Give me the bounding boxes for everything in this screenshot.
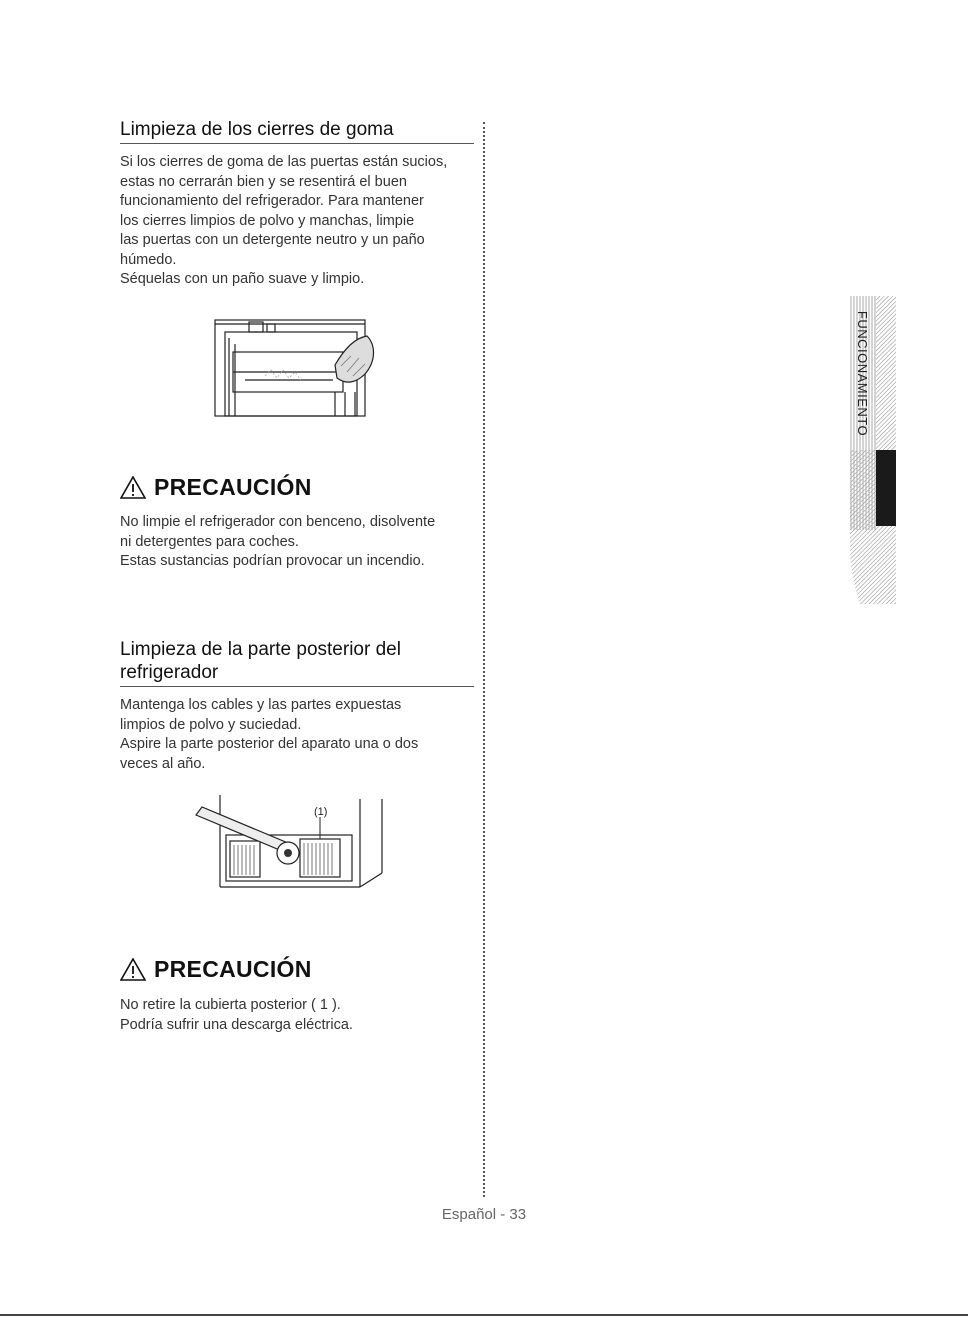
paragraph-line: limpios de polvo y suciedad. xyxy=(120,716,302,733)
paragraph-line: ni detergentes para coches. xyxy=(120,533,299,550)
warning-triangle-icon xyxy=(120,476,146,499)
caution-label: PRECAUCIÓN xyxy=(154,474,312,500)
caution-body xyxy=(120,996,474,1035)
page-number: Español - 33 xyxy=(441,1206,527,1223)
paragraph-line: Séquelas con un paño suave y limpio. xyxy=(120,271,365,287)
column-divider xyxy=(483,122,485,1197)
paragraph-line: los cierres limpios de polvo y manchas, limpie xyxy=(120,212,415,229)
paragraph-line xyxy=(120,996,474,1016)
paragraph-line: No limpie el refrigerador con benceno, disolvente xyxy=(120,514,436,530)
section-title xyxy=(120,638,474,687)
paragraph-line: funcionamiento del refrigerador. Para mantener xyxy=(120,193,424,209)
caution-heading xyxy=(120,956,312,983)
paragraph-line: Aspire la parte posterior del aparato una o dos xyxy=(120,736,419,752)
paragraph-line: húmedo. xyxy=(120,251,177,268)
paragraph-line: Si los cierres de goma de las puertas están sucios, xyxy=(120,154,448,170)
door-seal-cleaning-illustration xyxy=(205,310,385,418)
caution-heading xyxy=(120,474,312,501)
warning-triangle-icon xyxy=(120,958,146,981)
caution-text: No retire la cubierta posterior ( xyxy=(120,997,320,1013)
bottom-rule xyxy=(0,1314,968,1316)
chapter-tab-label: FUNCIONAMIENTO xyxy=(855,310,871,436)
paragraph-line: las puertas con un detergente neutro y un paño xyxy=(120,232,425,248)
caution-text: ). xyxy=(327,997,341,1013)
paragraph-line: Estas sustancias podrían provocar un incendio. xyxy=(120,553,425,569)
section-title-line: refrigerador xyxy=(120,662,219,683)
caution-label: PRECAUCIÓN xyxy=(154,956,312,982)
caution-body xyxy=(120,513,474,572)
section-title-line: Limpieza de la parte posterior del xyxy=(120,639,401,660)
section-rubber-seals xyxy=(120,118,474,290)
callout-label: (1) xyxy=(314,806,328,818)
paragraph-line: Mantenga los cables y las partes expuestas xyxy=(120,697,402,713)
paragraph-line: Podría sufrir una descarga eléctrica. xyxy=(120,1016,353,1033)
section-back-cleaning xyxy=(120,638,474,774)
section-title: Limpieza de los cierres de goma xyxy=(120,118,474,144)
paragraph-line: veces al año. xyxy=(120,755,206,772)
paragraph-line: estas no cerrarán bien y se resentirá el buen xyxy=(120,173,407,190)
callout-number: 1 xyxy=(319,997,328,1013)
back-vacuum-illustration xyxy=(190,795,390,895)
